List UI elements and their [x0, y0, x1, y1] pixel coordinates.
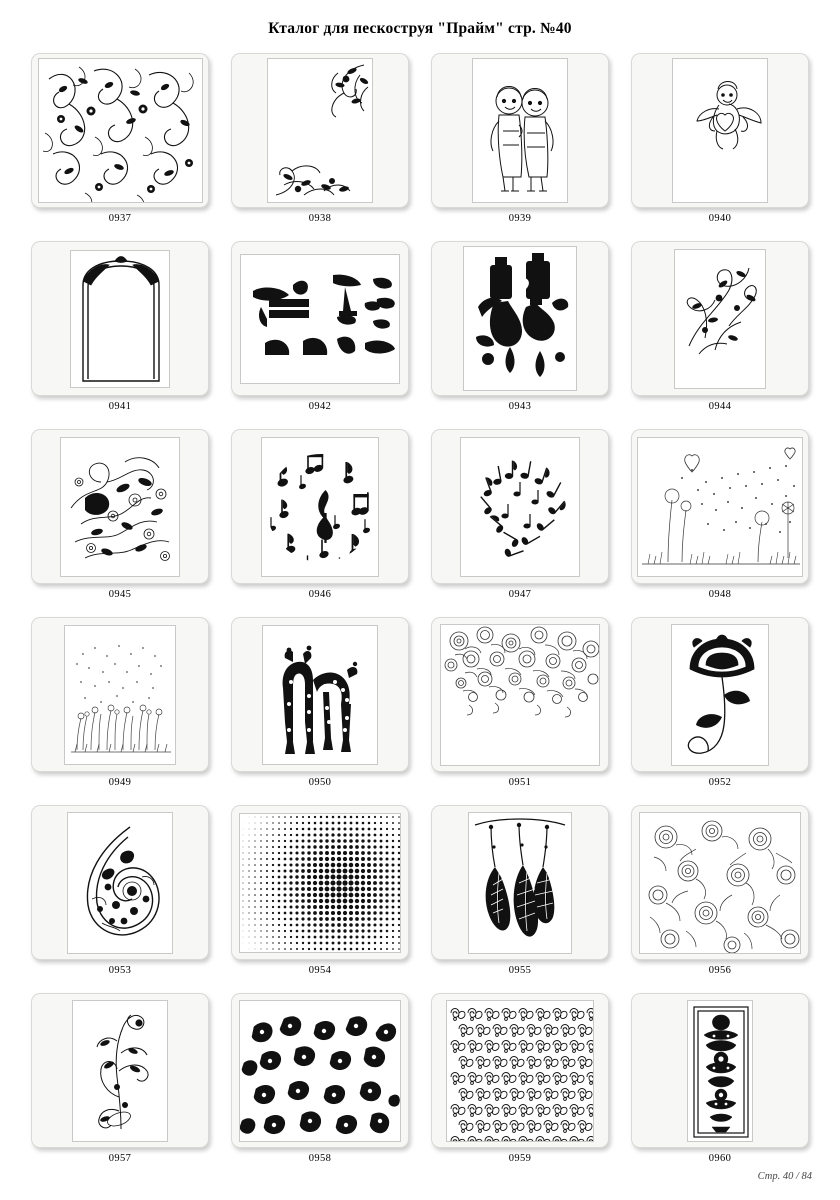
thumbnail-frame[interactable] [30, 240, 210, 397]
thumbnail-card[interactable] [431, 805, 609, 960]
thumbnail-frame[interactable] [630, 804, 810, 961]
catalog-item[interactable] [620, 616, 820, 804]
thumbnail-card[interactable] [31, 429, 209, 584]
catalog-item[interactable] [620, 992, 820, 1180]
thumbnail-frame[interactable] [230, 52, 410, 209]
artwork-corner-floral-border [267, 58, 373, 203]
catalog-item[interactable] [20, 428, 220, 616]
thumbnail-frame[interactable] [230, 804, 410, 961]
catalog-item[interactable] [20, 52, 220, 240]
thumbnail-frame[interactable] [430, 992, 610, 1149]
thumbnail-frame[interactable] [630, 240, 810, 397]
catalog-item[interactable] [220, 240, 420, 428]
thumbnail-frame[interactable] [430, 240, 610, 397]
thumbnail-frame[interactable] [430, 52, 610, 209]
artwork-swirl-seamless-pattern [446, 1000, 594, 1142]
thumbnail-card[interactable] [631, 993, 809, 1148]
catalog-item[interactable] [420, 804, 620, 992]
catalog-item[interactable] [20, 616, 220, 804]
item-code: 0958 [308, 1153, 332, 1164]
item-code: 0937 [108, 213, 132, 224]
thumbnail-card[interactable] [31, 241, 209, 396]
item-code: 0951 [508, 777, 532, 788]
artwork-arched-frame-panel [70, 250, 170, 388]
thumbnail-frame[interactable] [30, 52, 210, 209]
artwork-music-notes-heart [460, 437, 580, 577]
catalog-item[interactable] [420, 616, 620, 804]
thumbnail-card[interactable] [631, 53, 809, 208]
catalog-item[interactable] [420, 992, 620, 1180]
thumbnail-card[interactable] [431, 429, 609, 584]
artwork-swirl-flower-spray [674, 249, 766, 389]
catalog-item[interactable] [620, 428, 820, 616]
thumbnail-frame[interactable] [430, 616, 610, 773]
item-code: 0960 [708, 1153, 732, 1164]
thumbnail-frame[interactable] [430, 804, 610, 961]
thumbnail-card[interactable] [231, 429, 409, 584]
thumbnail-frame[interactable] [630, 52, 810, 209]
item-code: 0956 [708, 965, 732, 976]
artwork-two-children-couple [472, 58, 568, 203]
thumbnail-card[interactable] [31, 617, 209, 772]
catalog-item[interactable] [220, 428, 420, 616]
artwork-dreamcatcher-feathers [468, 812, 572, 954]
thumbnail-card[interactable] [231, 241, 409, 396]
page-footer: Стр. 40 / 84 [757, 1171, 812, 1182]
artwork-floral-scroll-allover [38, 58, 203, 203]
artwork-giraffe-pair [262, 625, 378, 765]
thumbnail-frame[interactable] [230, 992, 410, 1149]
artwork-paisley-flower-border [239, 1000, 401, 1142]
thumbnail-frame[interactable] [30, 428, 210, 585]
thumbnail-card[interactable] [431, 53, 609, 208]
artwork-mandala-flower-stem [671, 624, 769, 766]
thumbnail-card[interactable] [431, 617, 609, 772]
artwork-cherub-angel-heart [672, 58, 768, 203]
item-code: 0942 [308, 401, 332, 412]
thumbnail-grid [20, 52, 820, 1180]
item-code: 0947 [508, 589, 532, 600]
artwork-tribal-animal-set [240, 254, 400, 384]
thumbnail-card[interactable] [231, 53, 409, 208]
item-code: 0938 [308, 213, 332, 224]
catalog-item[interactable] [620, 240, 820, 428]
catalog-item[interactable] [420, 428, 620, 616]
item-code: 0948 [708, 589, 732, 600]
thumbnail-card[interactable] [431, 241, 609, 396]
item-code: 0944 [708, 401, 732, 412]
thumbnail-frame[interactable] [30, 616, 210, 773]
thumbnail-card[interactable] [631, 805, 809, 960]
thumbnail-card[interactable] [431, 993, 609, 1148]
artwork-rose-outline-top-border [440, 624, 600, 766]
item-code: 0939 [508, 213, 532, 224]
catalog-item[interactable] [220, 804, 420, 992]
catalog-item[interactable] [220, 992, 420, 1180]
artwork-perfume-bottles-silhouette [463, 246, 577, 391]
catalog-item[interactable] [20, 992, 220, 1180]
thumbnail-frame[interactable] [630, 992, 810, 1149]
thumbnail-frame[interactable] [30, 804, 210, 961]
thumbnail-card[interactable] [631, 241, 809, 396]
artwork-paisley-ornament [67, 812, 173, 954]
thumbnail-card[interactable] [31, 805, 209, 960]
catalog-item[interactable] [20, 804, 220, 992]
thumbnail-card[interactable] [231, 993, 409, 1148]
artwork-grass-field-dots [64, 625, 176, 765]
thumbnail-frame[interactable] [230, 240, 410, 397]
catalog-item[interactable] [620, 804, 820, 992]
item-code: 0955 [508, 965, 532, 976]
item-code: 0957 [108, 1153, 132, 1164]
item-code: 0946 [308, 589, 332, 600]
thumbnail-frame[interactable] [630, 616, 810, 773]
catalog-item[interactable] [620, 52, 820, 240]
thumbnail-card[interactable] [231, 617, 409, 772]
item-code: 0943 [508, 401, 532, 412]
catalog-item[interactable] [220, 52, 420, 240]
item-code: 0945 [108, 589, 132, 600]
item-code: 0953 [108, 965, 132, 976]
thumbnail-frame[interactable] [230, 428, 410, 585]
thumbnail-card[interactable] [231, 805, 409, 960]
thumbnail-frame[interactable] [630, 428, 810, 585]
artwork-rose-line-allover [639, 812, 801, 954]
item-code: 0950 [308, 777, 332, 788]
artwork-dandelion-seeds-meadow [637, 437, 803, 577]
thumbnail-frame[interactable] [430, 428, 610, 585]
catalog-item[interactable] [420, 52, 620, 240]
item-code: 0954 [308, 965, 332, 976]
item-code: 0941 [108, 401, 132, 412]
thumbnail-frame[interactable] [230, 616, 410, 773]
catalog-item[interactable] [420, 240, 620, 428]
artwork-music-notes-circle [261, 437, 379, 577]
catalog-item[interactable] [220, 616, 420, 804]
artwork-ornate-vertical-panel [687, 1000, 753, 1142]
thumbnail-card[interactable] [631, 617, 809, 772]
artwork-halftone-dot-gradient [239, 813, 401, 953]
artwork-vertical-floral-frame [72, 1000, 168, 1142]
item-code: 0959 [508, 1153, 532, 1164]
thumbnail-card[interactable] [631, 429, 809, 584]
item-code: 0949 [108, 777, 132, 788]
thumbnail-frame[interactable] [30, 992, 210, 1149]
page-title: Кталог для пескоструя "Прайм" стр. №40 [268, 20, 572, 37]
thumbnail-card[interactable] [31, 993, 209, 1148]
artwork-dense-floral-panel [60, 437, 180, 577]
item-code: 0952 [708, 777, 732, 788]
item-code: 0940 [708, 213, 732, 224]
thumbnail-card[interactable] [31, 53, 209, 208]
catalog-item[interactable] [20, 240, 220, 428]
